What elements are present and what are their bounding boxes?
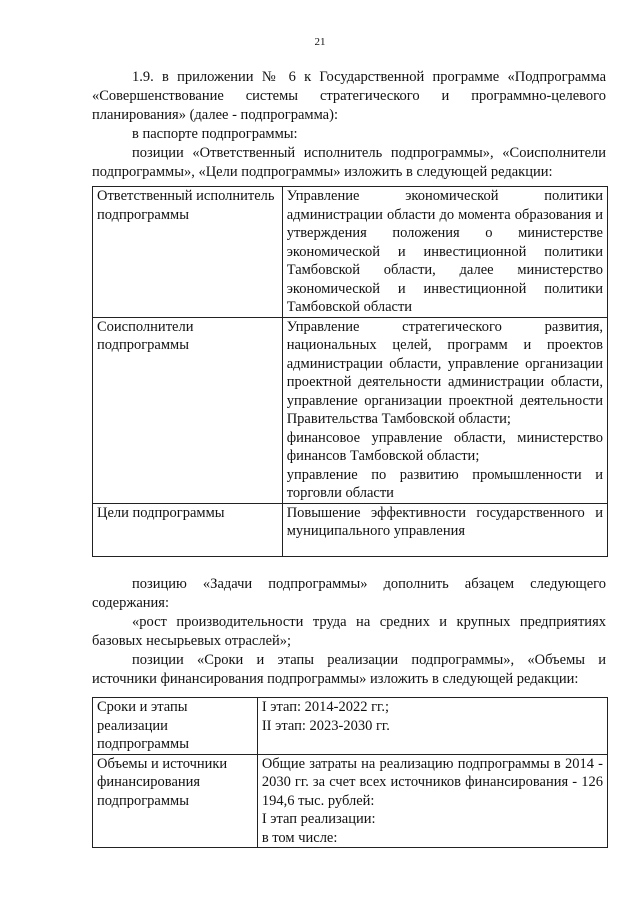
table-row	[93, 317, 608, 503]
row-value: Повышение эффективности государственного и муниципального управления	[282, 503, 607, 556]
value-line: управление по развитию промышленности и торговли области	[286, 466, 603, 501]
table-row	[93, 187, 608, 318]
middle-paragraph-3: позиции «Сроки и этапы реализации подпрограммы», «Объемы и источники финансирования подпрограммы» изложить в следующей редакции:	[92, 652, 606, 687]
page-number: 21	[314, 36, 326, 48]
value-line: II этап: 2023-2030 гг.	[261, 717, 390, 734]
middle-paragraph-2: «рост производительности труда на средних и крупных предприятиях базовых несырьевых отраслей»;	[92, 614, 606, 649]
row-label: Цели подпрограммы	[93, 503, 283, 556]
row-label: Объемы и источники финансирования подпрограммы	[93, 754, 258, 848]
row-label: Соисполнители подпрограммы	[93, 317, 283, 503]
value-line: I этап: 2014-2022 гг.;	[261, 699, 390, 715]
value-line: I этап реализации:	[261, 811, 376, 827]
intro-paragraph-2: в паспорте подпрограммы:	[132, 126, 298, 142]
intro-paragraph-1: 1.9. в приложении № 6 к Государственной программе «Подпрограмма «Совершенствование системы стратегического и программно-целевого планирования» (далее - подпрограмма):	[92, 69, 606, 123]
row-label: Ответственный исполнитель подпрограммы	[93, 187, 283, 318]
table-row	[93, 698, 608, 755]
table-row	[93, 754, 608, 848]
table-row	[93, 503, 608, 556]
value-line: Управление стратегического развития, национальных целей, программ и проектов администрации области, управление организации проектной деятельности администрации области, управление организации проектной деятельности Правительства Тамбовской области;	[286, 318, 603, 427]
middle-paragraph-1: позицию «Задачи подпрограммы» дополнить абзацем следующего содержания:	[92, 576, 606, 611]
value-line: финансовое управление области, министерство финансов Тамбовской области;	[286, 429, 603, 464]
row-value: Управление экономической политики администрации области до момента образования и утверждения положения о министерстве экономической и инвестиционной политики Тамбовской области, далее министерство экономической и инвестиционной политики Тамбовской области	[282, 187, 607, 318]
subprogram-passport-table-2	[92, 697, 608, 848]
value-line: Общие затраты на реализацию подпрограммы в 2014 - 2030 гг. за счет всех источников финансирования - 126 194,6 тыс. рублей:	[261, 755, 603, 809]
row-label: Сроки и этапы реализации подпрограммы	[93, 698, 258, 755]
value-line: в том числе:	[261, 829, 338, 846]
intro-paragraph-3: позиции «Ответственный исполнитель подпрограммы», «Соисполнители подпрограммы», «Цели подпрограммы» изложить в следующей редакции:	[92, 145, 606, 180]
subprogram-passport-table-1	[92, 186, 608, 557]
row-value	[257, 754, 607, 848]
row-value	[257, 698, 607, 755]
row-value	[282, 317, 607, 503]
